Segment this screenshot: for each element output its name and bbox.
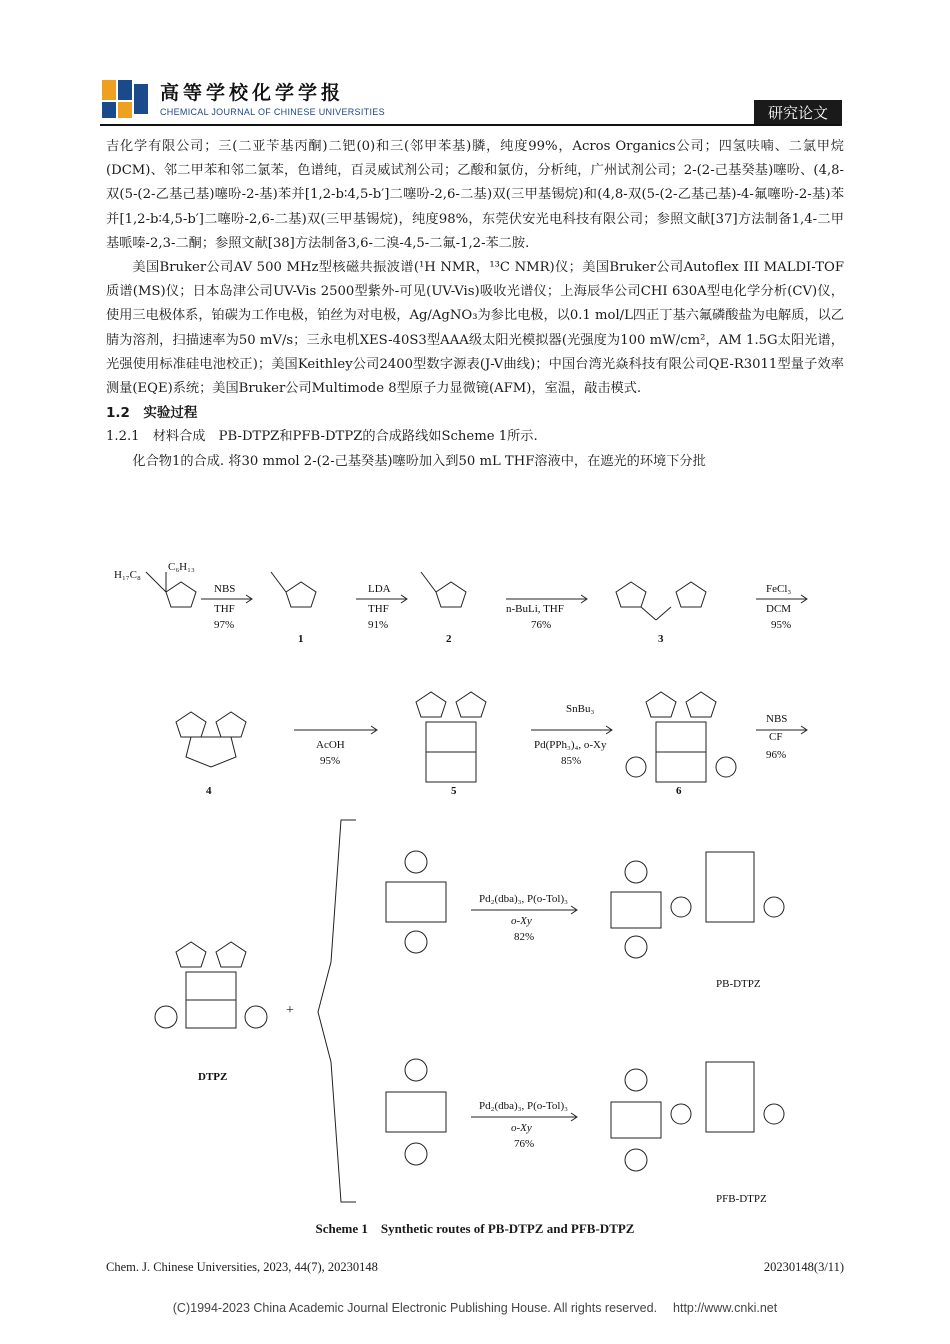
label-compound-5: 5 — [451, 785, 457, 797]
bdt-monomer-1 — [386, 851, 446, 953]
dtpz-structure — [155, 942, 267, 1028]
reagent-nbs: NBS — [214, 583, 236, 595]
header-divider — [100, 124, 840, 126]
footer-citation: Chem. J. Chinese Universities, 2023, 44(7), 20230148 — [106, 1260, 378, 1274]
yield-95-a: 95% — [771, 619, 792, 631]
journal-logo — [100, 78, 152, 122]
bdt-monomer-2 — [386, 1059, 446, 1165]
reagent-snbu3: SnBu₃ — [566, 703, 595, 715]
label-pfb-dtpz: PFB-DTPZ — [716, 1193, 767, 1205]
journal-title-en: CHEMICAL JOURNAL OF CHINESE UNIVERSITIES — [160, 107, 385, 117]
cond-pd-pph3: Pd(PPh₃)₄, o-Xy — [534, 739, 607, 751]
yield-97: 97% — [214, 619, 235, 631]
cond-thf-1: THF — [214, 603, 235, 615]
article-body — [106, 135, 844, 474]
reagent-lda: LDA — [368, 583, 391, 595]
subsection-heading: 1.2.1 材料合成 PB-DTPZ和PFB-DTPZ的合成路线如Scheme 1所示. — [106, 429, 538, 445]
label-compound-3: 3 — [658, 633, 664, 645]
label-compound-1: 1 — [298, 633, 304, 645]
solvent-oxy-1: o-Xy — [511, 915, 532, 927]
yield-76-b: 76% — [514, 1138, 535, 1150]
cond-pd2dba3-2: Pd₂(dba)₃, P(o-Tol)₃ — [479, 1100, 568, 1112]
compound-6-structure — [626, 692, 736, 782]
cond-cf: CF — [769, 731, 783, 743]
yield-85: 85% — [561, 755, 582, 767]
pfb-dtpz-structure — [611, 1062, 784, 1171]
scheme-caption: Scheme 1 Synthetic routes of PB-DTPZ and PFB-DTPZ — [315, 1221, 635, 1236]
cond-dcm: DCM — [766, 603, 792, 615]
compound-3-structure — [616, 582, 706, 620]
label-compound-4: 4 — [206, 785, 212, 797]
footer-page-id: 20230148(3/11) — [763, 1260, 844, 1274]
section-tag: 研究论文 — [754, 100, 842, 126]
paragraph-reagents: 吉化学有限公司；三(二亚苄基丙酮)二钯(0)和三(邻甲苯基)膦，纯度99%，Acros Organics公司；四氢呋喃、二氯甲烷(DCM)、邻二甲苯和邻二氯苯，色谱纯，百灵威试剂公司；乙酸和氯仿，分析纯，广州试剂公司；2-(2-己基癸基)噻吩、(4,8-双(5-(2-乙基己基)噻吩-2-基)苯并[1,2-b∶4,5-b′]二噻吩-2,6-二基)双(三甲基锡烷)和(4,8-双(5-(2-乙基己基)-4-氟噻吩-2-基)苯并[1,2-b∶4,5-b′]二噻吩-2,6-二基)双(三甲基锡烷)，纯度98%，东莞伏安光电科技有限公司；参照文献[37]方法制备1,4-二甲基哌嗪-2,3-二酮；参照文献[38]方法制备3,6-二溴-4,5-二氟-1,2-苯二胺. — [106, 139, 845, 251]
journal-title-cn: 高等学校化学学报 — [160, 82, 345, 104]
compound-1-structure — [271, 572, 316, 607]
label-compound-6: 6 — [676, 785, 682, 797]
reagent-nbuli: n-BuLi, THF — [506, 603, 564, 615]
yield-82: 82% — [514, 931, 535, 943]
cond-acoh: AcOH — [316, 739, 345, 751]
plus-sign: + — [286, 1003, 294, 1018]
scheme-bracket — [318, 820, 356, 1202]
label-c6h13: C₆H₁₃ — [168, 562, 195, 573]
label-pb-dtpz: PB-DTPZ — [716, 978, 761, 990]
label-dtpz: DTPZ — [198, 1071, 228, 1083]
yield-96: 96% — [766, 749, 787, 761]
yield-95-b: 95% — [320, 755, 341, 767]
label-compound-2: 2 — [446, 633, 452, 645]
pb-dtpz-structure — [611, 852, 784, 958]
cond-thf-2: THF — [368, 603, 389, 615]
section-heading: 1.2 实验过程 — [106, 405, 198, 422]
journal-header — [100, 72, 845, 124]
compound-4-structure — [176, 712, 246, 767]
cond-pd2dba3-1: Pd₂(dba)₃, P(o-Tol)₃ — [479, 893, 568, 905]
solvent-oxy-2: o-Xy — [511, 1122, 532, 1134]
yield-76: 76% — [531, 619, 552, 631]
compound-5-structure — [416, 692, 486, 782]
yield-91: 91% — [368, 619, 389, 631]
paragraph-instruments: 美国Bruker公司AV 500 MHz型核磁共振波谱(¹H NMR，¹³C NMR)仪；美国Bruker公司Autoflex III MALDI-TOF质谱(MS)仪；日本岛津公司UV-Vis 2500型紫外-可见(UV-Vis)吸收光谱仪；上海辰华公司CHI 630A型电化学分析(CV)仪，使用三电极体系，铂碳为工作电极，铂丝为对电极，Ag/AgNO₃为参比电极，以0.1 mol/L四正丁基六氟磷酸盐为电解质，以乙腈为溶剂，扫描速率为50 mV/s；三永电机XES-40S3型AAA级太阳光模拟器(光强度为100 mW/cm²，AM 1.5G太阳光谱，光强使用标准硅电池校正)；美国Keithley公司2400型数字源表(J-V曲线)；中国台湾光焱科技有限公司QE-R3011型量子效率测量(EQE)系统；美国Bruker公司Multimode 8型原子力显微镜(AFM)，室温，敲击模式. — [106, 260, 844, 397]
copyright-notice: (C)1994-2023 China Academic Journal Electronic Publishing House. All rights reserved. http://www.cnki.net — [172, 1301, 778, 1315]
reagent-fecl3: FeCl₃ — [766, 583, 792, 595]
paragraph-synthesis: 化合物1的合成. 将30 mmol 2-(2-己基癸基)噻吩加入到50 mL THF溶液中，在遮光的环境下分批 — [132, 453, 706, 469]
synthesis-scheme — [106, 562, 846, 1222]
thiophene-start — [146, 572, 196, 607]
compound-2-structure — [421, 572, 466, 607]
reagent-nbs-2: NBS — [766, 713, 788, 725]
label-h17c8: H₁₇C₈ — [114, 569, 141, 581]
